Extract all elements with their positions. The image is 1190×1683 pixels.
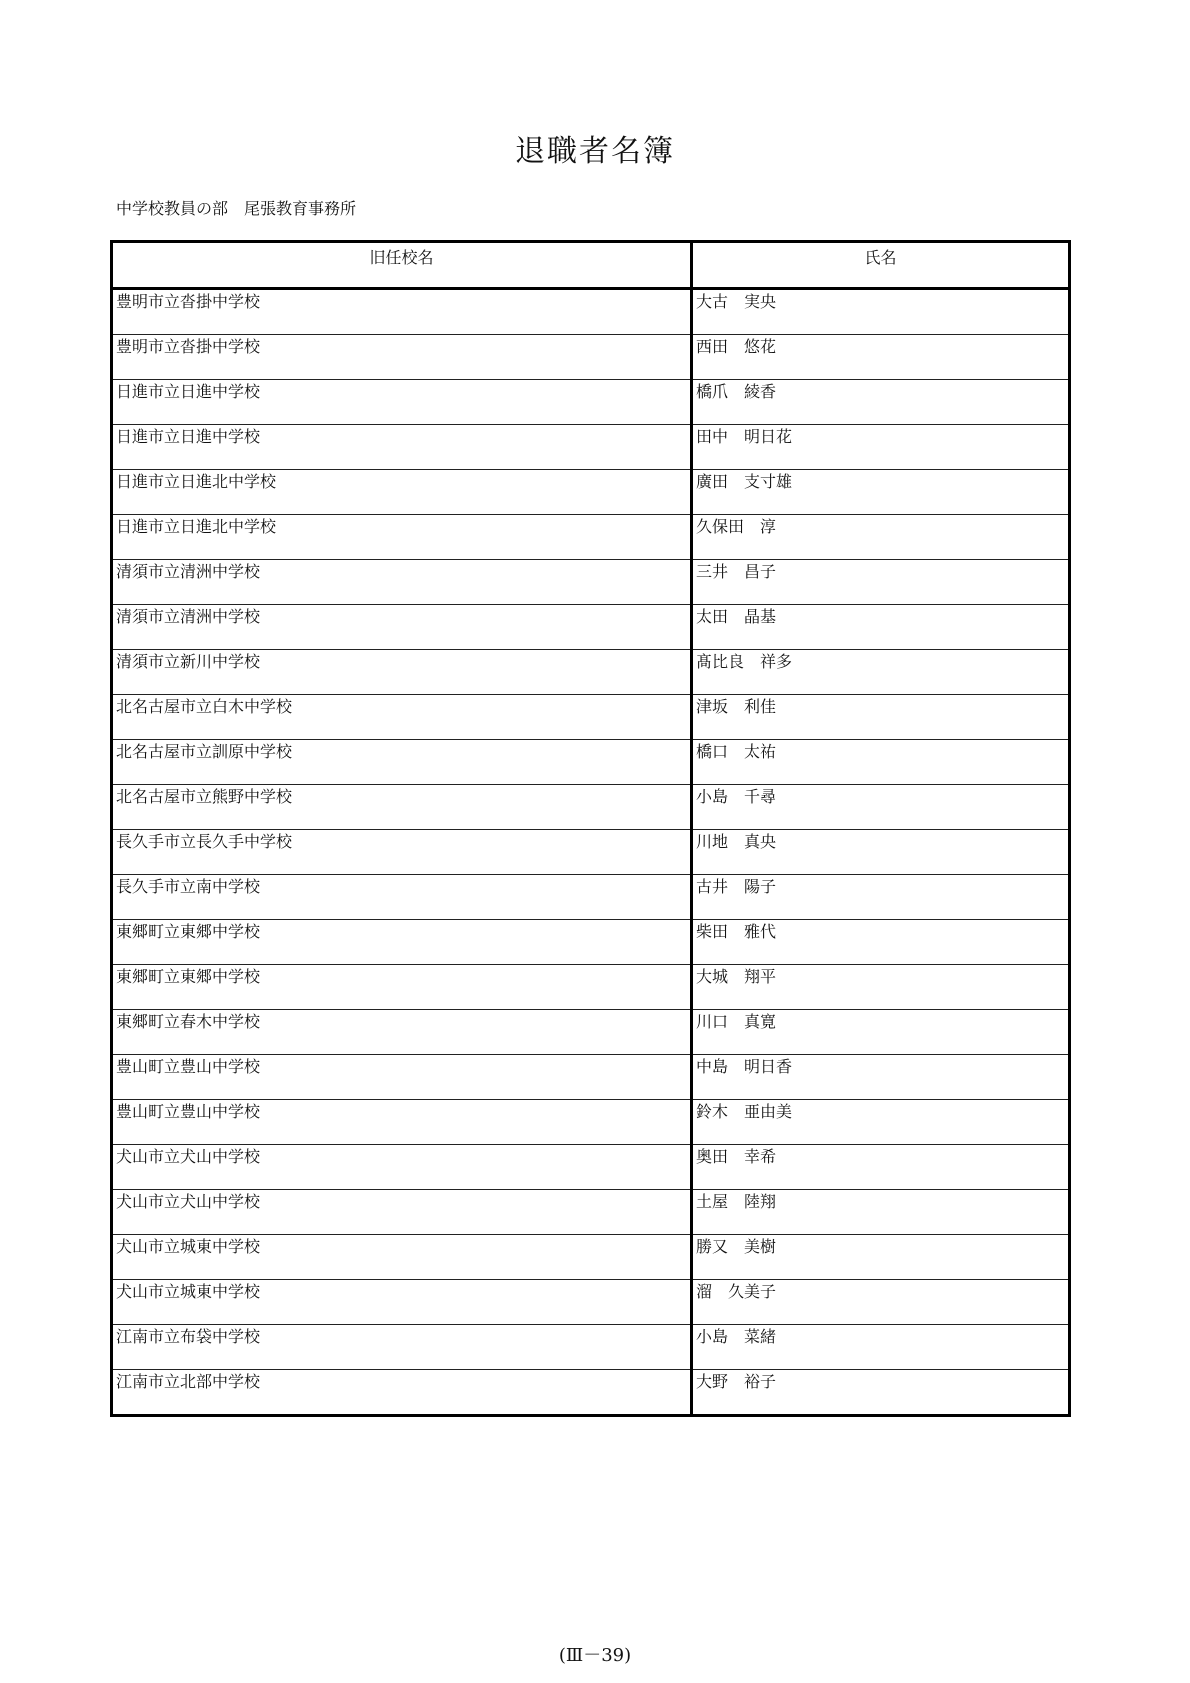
table-row	[112, 875, 1070, 920]
column-header-name: 氏名	[692, 242, 1070, 289]
name-cell: 鈴木 亜由美	[692, 1100, 1070, 1145]
name-cell: 奥田 幸希	[692, 1145, 1070, 1190]
school-cell: 北名古屋市立訓原中学校	[112, 740, 692, 785]
school-cell: 豊明市立沓掛中学校	[112, 335, 692, 380]
table-row	[112, 470, 1070, 515]
table-row	[112, 425, 1070, 470]
school-cell: 長久手市立長久手中学校	[112, 830, 692, 875]
column-header-school: 旧任校名	[112, 242, 692, 289]
table-body	[112, 289, 1070, 1416]
table-row	[112, 560, 1070, 605]
table-row	[112, 335, 1070, 380]
school-cell: 東郷町立春木中学校	[112, 1010, 692, 1055]
school-cell: 豊山町立豊山中学校	[112, 1055, 692, 1100]
name-cell: 中島 明日香	[692, 1055, 1070, 1100]
school-cell: 犬山市立犬山中学校	[112, 1145, 692, 1190]
school-cell: 清須市立新川中学校	[112, 650, 692, 695]
table-row	[112, 1235, 1070, 1280]
table-row	[112, 380, 1070, 425]
table-row	[112, 740, 1070, 785]
school-cell: 東郷町立東郷中学校	[112, 965, 692, 1010]
name-cell: 土屋 陸翔	[692, 1190, 1070, 1235]
table-row	[112, 920, 1070, 965]
name-cell: 大野 裕子	[692, 1370, 1070, 1416]
retiree-table	[110, 240, 1071, 1417]
school-cell: 江南市立北部中学校	[112, 1370, 692, 1416]
table-row	[112, 1010, 1070, 1055]
school-cell: 日進市立日進北中学校	[112, 470, 692, 515]
name-cell: 橋口 太祐	[692, 740, 1070, 785]
table-row	[112, 1100, 1070, 1145]
name-cell: 太田 晶基	[692, 605, 1070, 650]
page-number: (Ⅲ－39)	[558, 1645, 632, 1666]
table-row	[112, 605, 1070, 650]
name-cell: 久保田 淳	[692, 515, 1070, 560]
school-cell: 長久手市立南中学校	[112, 875, 692, 920]
school-cell: 日進市立日進北中学校	[112, 515, 692, 560]
name-cell: 勝又 美樹	[692, 1235, 1070, 1280]
table-row	[112, 695, 1070, 740]
table-header-row	[112, 242, 1070, 289]
school-cell: 北名古屋市立白木中学校	[112, 695, 692, 740]
name-cell: 大古 実央	[692, 289, 1070, 335]
section-subtitle: 中学校教員の部 尾張教育事務所	[116, 199, 357, 218]
school-cell: 北名古屋市立熊野中学校	[112, 785, 692, 830]
page-title: 退職者名簿	[515, 134, 675, 169]
name-cell: 川口 真寛	[692, 1010, 1070, 1055]
table-row	[112, 1055, 1070, 1100]
school-cell: 日進市立日進中学校	[112, 425, 692, 470]
table-row	[112, 785, 1070, 830]
table-row	[112, 1370, 1070, 1416]
school-cell: 日進市立日進中学校	[112, 380, 692, 425]
table-row	[112, 830, 1070, 875]
name-cell: 西田 悠花	[692, 335, 1070, 380]
school-cell: 犬山市立犬山中学校	[112, 1190, 692, 1235]
name-cell: 橋爪 綾香	[692, 380, 1070, 425]
name-cell: 三井 昌子	[692, 560, 1070, 605]
name-cell: 古井 陽子	[692, 875, 1070, 920]
name-cell: 小島 千尋	[692, 785, 1070, 830]
name-cell: 廣田 支寸雄	[692, 470, 1070, 515]
name-cell: 髙比良 祥多	[692, 650, 1070, 695]
school-cell: 豊明市立沓掛中学校	[112, 289, 692, 335]
table-row	[112, 289, 1070, 335]
name-cell: 柴田 雅代	[692, 920, 1070, 965]
name-cell: 津坂 利佳	[692, 695, 1070, 740]
table-row	[112, 965, 1070, 1010]
name-cell: 大城 翔平	[692, 965, 1070, 1010]
name-cell: 川地 真央	[692, 830, 1070, 875]
school-cell: 東郷町立東郷中学校	[112, 920, 692, 965]
name-cell: 田中 明日花	[692, 425, 1070, 470]
name-cell: 溜 久美子	[692, 1280, 1070, 1325]
school-cell: 犬山市立城東中学校	[112, 1235, 692, 1280]
school-cell: 犬山市立城東中学校	[112, 1280, 692, 1325]
school-cell: 江南市立布袋中学校	[112, 1325, 692, 1370]
name-cell: 小島 菜緒	[692, 1325, 1070, 1370]
school-cell: 豊山町立豊山中学校	[112, 1100, 692, 1145]
school-cell: 清須市立清洲中学校	[112, 605, 692, 650]
school-cell: 清須市立清洲中学校	[112, 560, 692, 605]
table-row	[112, 1280, 1070, 1325]
table-row	[112, 1190, 1070, 1235]
table-row	[112, 1145, 1070, 1190]
table-row	[112, 515, 1070, 560]
table-row	[112, 1325, 1070, 1370]
table-row	[112, 650, 1070, 695]
